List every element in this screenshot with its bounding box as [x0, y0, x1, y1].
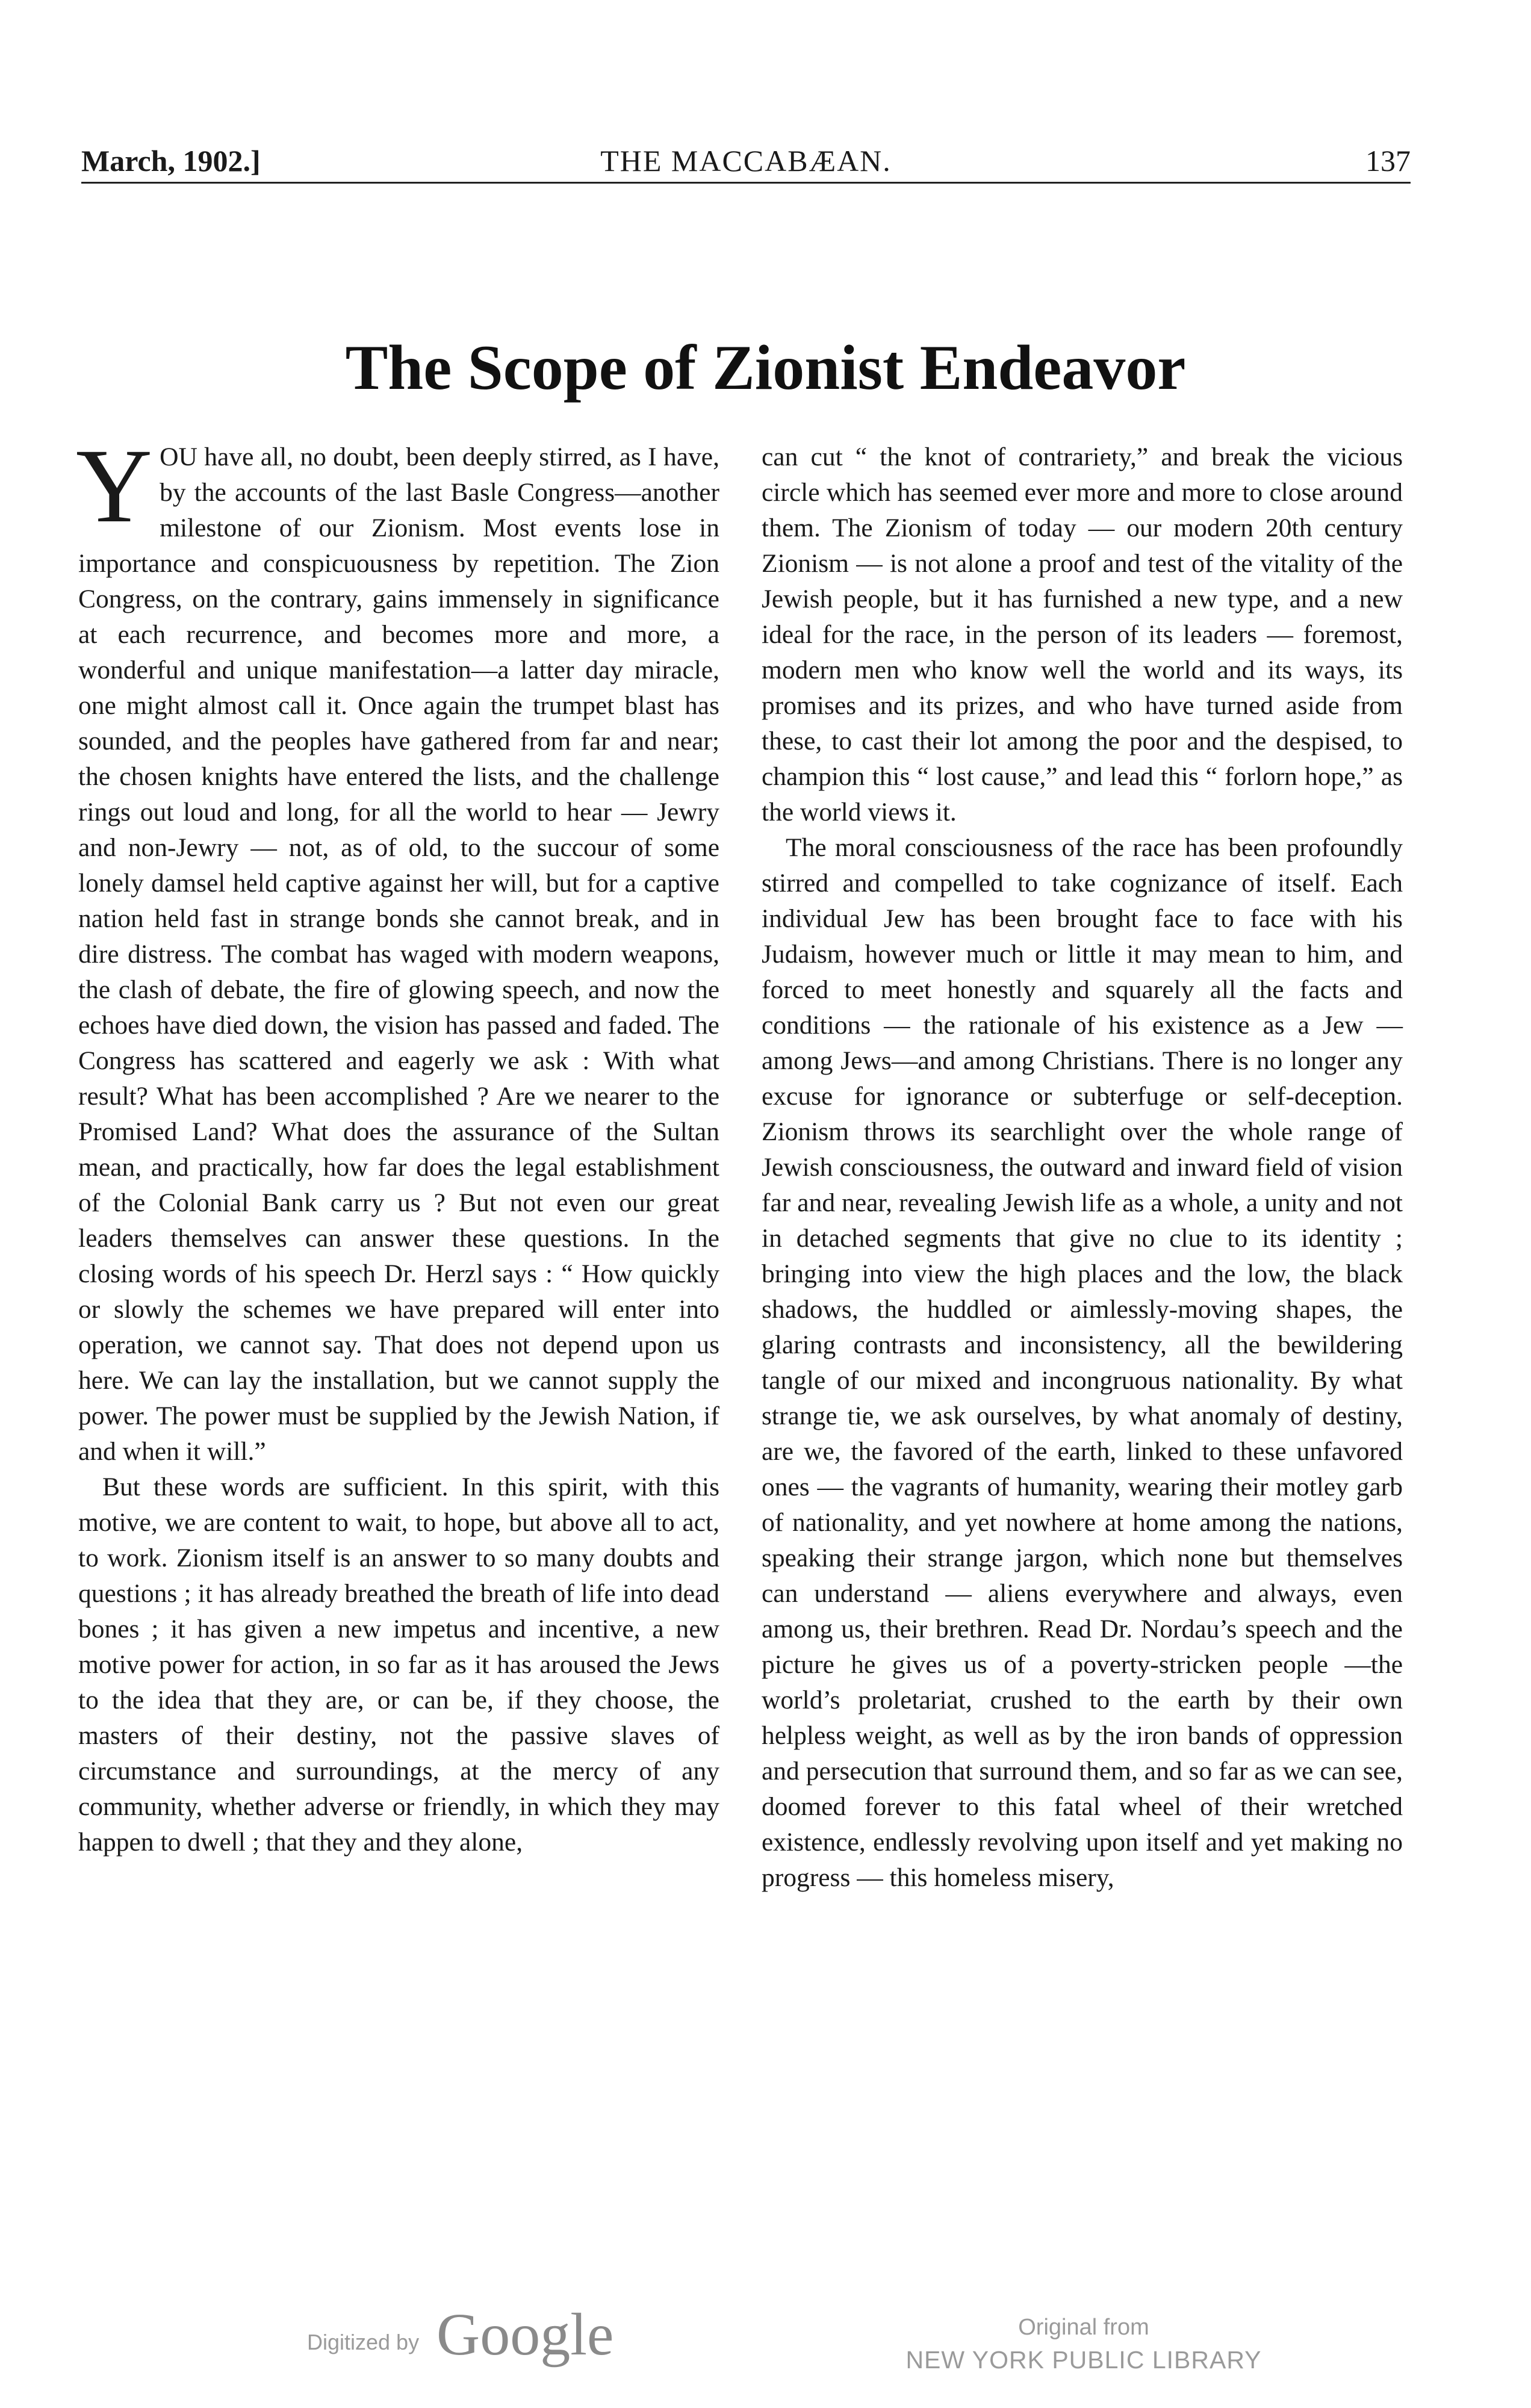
right-column: [762, 439, 1403, 1896]
original-from-label: Original from: [1018, 2315, 1149, 2340]
google-logo: Google: [436, 2301, 614, 2368]
paragraph: can cut “ the knot of contrariety,” and break the vicious circle which has seemed ever more and more to close around them. The Zionism of today — our modern 20th century Zionism — is not alone a proof and test of the vitality of the Jewish people, but it has furnished a new type, and a new ideal for the race, in the person of its leaders — foremost, modern men who know well the world and its ways, its promises and its prizes, and who have turned aside from these, to cast their lot among the poor and the despised, to champion this “ lost cause,” and lead this “ forlorn hope,” as the world views it.: [762, 442, 1403, 827]
paragraph-text: OU have all, no doubt, been deeply stirred, as I have, by the accounts of the last Basle Congress—another milestone of our Zionism. Most events lose in importance and conspicuousness by repetition. The Zion Congress, on the contrary, gains immensely in significance at each recurrence, and becomes more and more, a wonderful and unique manifestation—a latter day miracle, one might almost call it. Once again the trumpet blast has sounded, and the peoples have gathered from far and near; the chosen knights have entered the lists, and the challenge rings out loud and long, for all the world to hear — Jewry and non-Jewry — not, as of old, to the succour of some lonely damsel held captive against her will, but for a captive nation held fast in strange bonds she cannot break, and in dire distress. The combat has waged with modern weapons, the clash of debate, the fire of glowing speech, and now the echoes have died down, the vision has passed and faded. The Congress has scattered and eagerly we ask : With what result? What has been accomplished ? Are we nearer to the Promised Land? What does the assurance of the Sultan mean, and practically, how far does the legal establishment of the Colonial Bank carry us ? But not even our great leaders themselves can answer these questions. In the closing words of his speech Dr. Herzl says : “ How quickly or slowly the schemes we have prepared will enter into operation, we cannot say. That does not depend upon us here. We can lay the installation, but we cannot supply the power. The power must be supplied by the Jewish Nation, if and when it will.”: [78, 442, 719, 1466]
digitized-by-label: Digitized by: [307, 2330, 420, 2354]
paragraph: [76, 427, 719, 1469]
paragraph: But these words are sufficient. In this spirit, with this motive, we are content to wait, to hope, but above all to act, to work. Zionism itself is an answer to so many doubts and questions ; it has already breathed the breath of life into dead bones ; it has given a new impetus and incentive, a new motive power for action, in so far as it has aroused the Jews to the idea that they are, or can be, if they choose, the masters of their destiny, not the passive slaves of circumstance and surroundings, at the mercy of any community, whether adverse or friendly, in which they may happen to dwell ; that they and they alone,: [78, 1472, 719, 1857]
journal-name: THE MACCABÆAN.: [600, 144, 892, 178]
running-head: [81, 140, 1411, 184]
paragraph: The moral consciousness of the race has been profoundly stirred and compelled to take cognizance of itself. Each individual Jew has been brought face to face with his Judaism, however much or little it may mean to him, and forced to meet honestly and squarely all the facts and conditions — the rationale of his existence as a Jew —among Jews—and among Christians. There is no longer any excuse for ignorance or subterfuge or self-deception. Zionism throws its searchlight over the whole range of Jewish consciousness, the outward and inward field of vision far and near, revealing Jewish life as a whole, a unity and not in detached segments that give no clue to its identity ; bringing into view the high places and the low, the black shadows, the huddled or aimlessly-moving shapes, the glaring contrasts and inconsistency, all the bewildering tangle of our mixed and incongruous nationality. By what strange tie, we ask ourselves, by what anomaly of destiny, are we, the favored of the earth, linked to these unfavored ones — the vagrants of humanity, wearing their motley garb of nationality, and yet nowhere at home among the nations, speaking their strange jargon, which none but themselves can understand — aliens everywhere and always, even among us, their brethren. Read Dr. Nordau’s speech and the picture he gives us of a poverty-stricken people —the world’s proletariat, crushed to the earth by their own helpless weight, as well as by the iron bands of oppression and persecution that surround them, and so far as we can see, doomed forever to this fatal wheel of their wretched existence, endlessly revolving upon itself and yet making no progress — this homeless misery,: [762, 833, 1403, 1892]
page-number: 137: [1365, 144, 1411, 178]
article-title: The Scope of Zionist Endeavor: [345, 332, 1186, 403]
left-column: [76, 427, 719, 1860]
drop-cap: Y: [76, 427, 153, 545]
digitized-by-watermark: [307, 2300, 668, 2366]
library-name: NEW YORK PUBLIC LIBRARY: [905, 2346, 1262, 2374]
library-watermark: [873, 2312, 1294, 2377]
issue-date: March, 1902.]: [81, 144, 261, 178]
